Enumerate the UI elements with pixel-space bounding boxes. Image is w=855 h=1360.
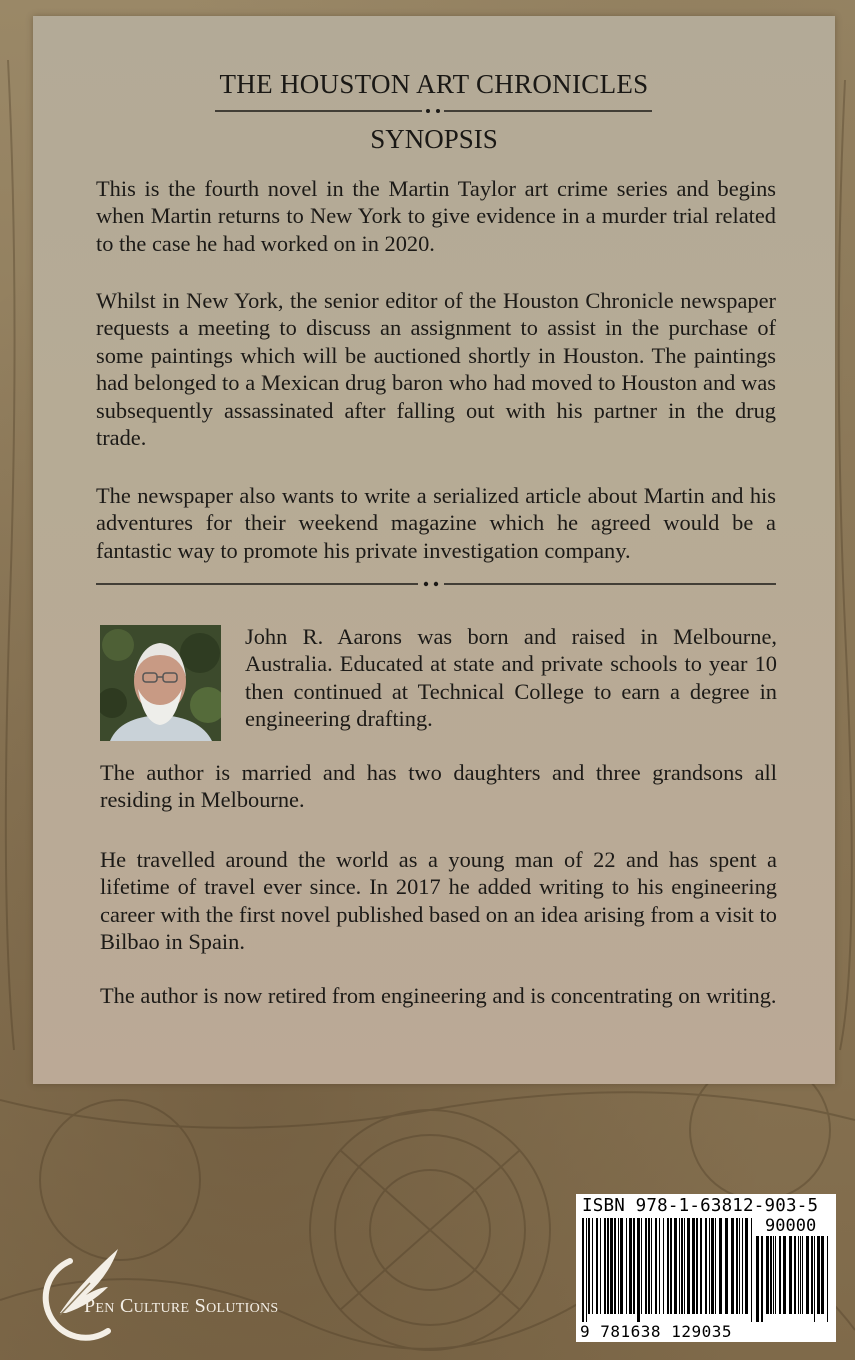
barcode-bar bbox=[827, 1236, 828, 1322]
barcode-bar bbox=[742, 1218, 743, 1314]
barcode-bar bbox=[802, 1236, 803, 1314]
price-code: 90000 bbox=[765, 1216, 817, 1236]
series-title: THE HOUSTON ART CHRONICLES bbox=[219, 69, 649, 99]
author-bio-paragraph: John R. Aarons was born and raised in Melbourne, Australia. Educated at state and private schools to year 10 then continued at Technical College to earn a degree in engineering drafting. bbox=[245, 624, 777, 732]
barcode-bar bbox=[604, 1218, 606, 1314]
barcode-bar bbox=[711, 1218, 714, 1314]
barcode-bar bbox=[811, 1236, 813, 1314]
barcode-bar bbox=[637, 1218, 640, 1322]
barcode-bar bbox=[670, 1218, 672, 1314]
barcode-bar bbox=[783, 1236, 786, 1314]
barcode-bar bbox=[618, 1218, 619, 1314]
barcode-bar bbox=[756, 1236, 759, 1322]
barcode-bar bbox=[684, 1218, 685, 1314]
barcode-bar bbox=[674, 1218, 677, 1314]
barcode-bar bbox=[709, 1218, 710, 1314]
addon-barcode-bars bbox=[756, 1236, 830, 1322]
synopsis-panel bbox=[33, 16, 835, 1084]
synopsis-paragraph: Whilst in New York, the senior editor of the Houston Chronicle newspaper requests a meeting to discuss an assignment to assist in the purchase of some paintings which will be auctioned shortly in Houston. The paintings had belonged to a Mexican drug baron who had moved to Houston and was subsequently assassinated after falling out with his partner in the drug trade. bbox=[96, 288, 776, 451]
barcode-bar bbox=[696, 1218, 698, 1314]
barcode-bar bbox=[800, 1236, 801, 1314]
barcode-bar bbox=[663, 1218, 664, 1314]
title-divider bbox=[215, 106, 652, 116]
barcode-bar bbox=[798, 1236, 799, 1314]
section-divider bbox=[96, 578, 776, 590]
synopsis-paragraph: This is the fourth novel in the Martin Taylor art crime series and begins when Martin returns to New York to give evidence in a murder trial related to the case he had worked on in 2020. bbox=[96, 176, 776, 256]
barcode-bar bbox=[739, 1218, 740, 1314]
barcode-bars bbox=[582, 1218, 754, 1322]
barcode-bar bbox=[751, 1218, 752, 1322]
barcode-digits: 9 781638 129035 bbox=[580, 1322, 732, 1341]
barcode-bar bbox=[719, 1218, 722, 1314]
barcode-bar bbox=[588, 1218, 590, 1314]
barcode-bar bbox=[610, 1218, 613, 1314]
synopsis-paragraph: The newspaper also wants to write a serialized article about Martin and his adventures for their weekend magazine which he agreed would be a fantastic way to promote his private investigation company. bbox=[96, 483, 776, 563]
synopsis-heading: SYNOPSIS bbox=[370, 124, 498, 154]
barcode-bar bbox=[725, 1218, 728, 1314]
barcode-bar bbox=[773, 1236, 774, 1314]
barcode-bar bbox=[659, 1218, 660, 1314]
publisher-name: Pen Culture Solutions bbox=[84, 1295, 279, 1317]
barcode-bar bbox=[582, 1218, 584, 1322]
barcode-bar bbox=[766, 1236, 769, 1314]
author-photo bbox=[100, 625, 221, 741]
barcode-bar bbox=[600, 1218, 601, 1314]
barcode-bar bbox=[692, 1218, 695, 1314]
barcode-bar bbox=[586, 1218, 587, 1322]
barcode-bar bbox=[770, 1236, 772, 1314]
barcode-bar bbox=[620, 1218, 623, 1314]
barcode-bar bbox=[705, 1218, 707, 1314]
barcode-bar bbox=[817, 1236, 820, 1314]
barcode-bar bbox=[736, 1218, 738, 1314]
barcode-bar bbox=[775, 1236, 776, 1314]
barcode-bar bbox=[645, 1218, 647, 1314]
barcode-bar bbox=[806, 1236, 809, 1314]
author-bio-paragraph: The author is now retired from engineering and is concentrating on writing. bbox=[100, 983, 777, 1008]
barcode-bar bbox=[821, 1236, 824, 1314]
barcode-bar bbox=[651, 1218, 652, 1314]
barcode-bar bbox=[667, 1218, 669, 1314]
barcode-bar bbox=[681, 1218, 683, 1314]
barcode-bar bbox=[731, 1218, 734, 1314]
isbn-barcode bbox=[576, 1194, 836, 1342]
barcode-bar bbox=[745, 1218, 748, 1314]
barcode-bar bbox=[679, 1218, 680, 1314]
barcode-bar bbox=[633, 1218, 635, 1314]
publisher-logo bbox=[30, 1243, 330, 1343]
barcode-bar bbox=[607, 1218, 609, 1314]
barcode-bar bbox=[614, 1218, 616, 1314]
barcode-bar bbox=[761, 1236, 763, 1322]
barcode-bar bbox=[700, 1218, 702, 1314]
barcode-bar bbox=[641, 1218, 642, 1314]
barcode-bar bbox=[715, 1218, 716, 1314]
barcode-bar bbox=[687, 1218, 690, 1314]
author-bio-paragraph: He travelled around the world as a young man of 22 and has spent a lifetime of travel ever since. In 2017 he added writing to his engineering career with the first novel published based on an idea arising from a visit to Bilbao in Spain. bbox=[100, 847, 777, 955]
barcode-bar bbox=[592, 1218, 593, 1314]
barcode-bar bbox=[814, 1236, 815, 1322]
quill-icon bbox=[30, 1243, 150, 1343]
barcode-bar bbox=[596, 1218, 598, 1314]
barcode-bar bbox=[648, 1218, 650, 1314]
barcode-bar bbox=[789, 1236, 792, 1314]
barcode-bar bbox=[655, 1218, 657, 1314]
author-bio-paragraph: The author is married and has two daughters and three grandsons all residing in Melbourne. bbox=[100, 760, 777, 813]
isbn-label: ISBN 978-1-63812-903-5 bbox=[582, 1196, 819, 1216]
barcode-bar bbox=[794, 1236, 796, 1314]
barcode-bar bbox=[629, 1218, 632, 1314]
barcode-bar bbox=[626, 1218, 627, 1314]
barcode-bar bbox=[779, 1236, 781, 1314]
